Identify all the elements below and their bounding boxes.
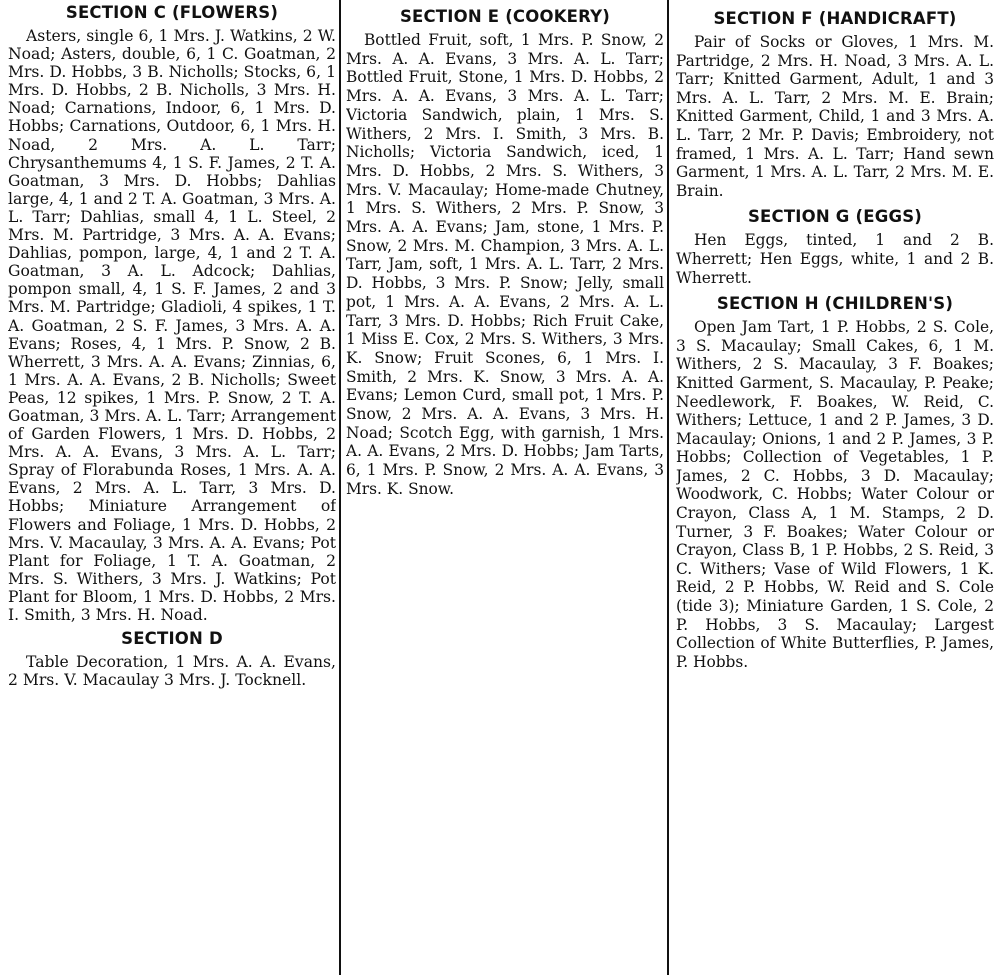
column-divider-2 [667, 0, 669, 975]
section-d-heading: SECTION D [121, 629, 223, 649]
section-g-results: Hen Eggs, tinted, 1 and 2 B. Wherrett; Hen Eggs, white, 1 and 2 B. Wherrett. [676, 231, 994, 287]
section-e-results: Bottled Fruit, soft, 1 Mrs. P. Snow, 2 Mrs. A. A. Evans, 3 Mrs. A. L. Tarr; Bottled Fruit, Stone, 1 Mrs. D. Hobbs, 2 Mrs. A. A. Evans, 3 Mrs. A. L. Tarr; Victoria Sandwich, plain, 1 Mrs. S. Withers, 2 Mrs. I. Smith, 3 Mrs. B. Nicholls; Victoria Sandwich, iced, 1 Mrs. D. Hobbs, 2 Mrs. S. Withers, 3 Mrs. V. Macaulay; Home-made Chutney, 1 Mrs. S. Withers, 2 Mrs. P. Snow, 3 Mrs. A. A. Evans; Jam, stone, 1 Mrs. P. Snow, 2 Mrs. M. Champion, 3 Mrs. A. L. Tarr, Jam, soft, 1 Mrs. A. L. Tarr, 2 Mrs. D. Hobbs, 3 Mrs. P. Snow; Jelly, small pot, 1 Mrs. A. A. Evans, 2 Mrs. A. L. Tarr, 3 Mrs. D. Hobbs; Rich Fruit Cake, 1 Miss E. Cox, 2 Mrs. S. Withers, 3 Mrs. K. Snow; Fruit Scones, 6, 1 Mrs. I. Smith, 2 Mrs. K. Snow, 3 Mrs. A. A. Evans; Lemon Curd, small pot, 1 Mrs. P. Snow, 2 Mrs. A. A. Evans, 3 Mrs. H. Noad; Scotch Egg, with garnish, 1 Mrs. A. A. Evans, 2 Mrs. D. Hobbs; Jam Tarts, 6, 1 Mrs. P. Snow, 2 Mrs. A. A. Evans, 3 Mrs. K. Snow. [346, 31, 664, 498]
section-d-results: Table Decoration, 1 Mrs. A. A. Evans, 2 Mrs. V. Macaulay 3 Mrs. J. Tocknell. [8, 653, 336, 690]
section-h-heading: SECTION H (CHILDREN'S) [716, 294, 954, 314]
section-h-results: Open Jam Tart, 1 P. Hobbs, 2 S. Cole, 3 S. Macaulay; Small Cakes, 6, 1 M. Withers, 2 S. Macaulay, 3 F. Boakes; Knitted Garment, S. Macaulay, P. Peake; Needlework, F. Boakes, W. Reid, C. Withers; Lettuce, 1 and 2 P. James, 3 D. Macaulay; Onions, 1 and 2 P. James, 3 P. Hobbs; Collection of Vegetables, 1 P. James, 2 C. Hobbs, 3 D. Macaulay; Woodwork, C. Hobbs; Water Colour or Crayon, Class A, 1 M. Stamps, 2 D. Turner, 3 F. Boakes; Water Colour or Crayon, Class B, 1 P. Hobbs, 2 S. Reid, 3 C. Withers; Vase of Wild Flowers, 1 K. Reid, 2 P. Hobbs, W. Reid and S. Cole (tide 3); Miniature Garden, 1 S. Cole, 2 P. Hobbs, 3 S. Macaulay; Largest Collection of White Butterflies, P. James, P. Hobbs. [676, 318, 994, 671]
section-g-heading: SECTION G (EGGS) [747, 207, 923, 227]
column-3 [676, 8, 994, 671]
section-c-results: Asters, single 6, 1 Mrs. J. Watkins, 2 W. Noad; Asters, double, 6, 1 C. Goatman, 2 Mrs. D. Hobbs, 3 B. Nicholls; Stocks, 6, 1 Mrs. D. Hobbs, 2 B. Nicholls, 3 Mrs. H. Noad; Carnations, Indoor, 6, 1 Mrs. D. Hobbs; Carnations, Outdoor, 6, 1 Mrs. H. Noad, 2 Mrs. A. L. Tarr; Chrysanthemums 4, 1 S. F. James, 2 T. A. Goatman, 3 Mrs. D. Hobbs; Dahlias large, 4, 1 and 2 T. A. Goatman, 3 Mrs. A. L. Tarr; Dahlias, small 4, 1 L. Steel, 2 Mrs. M. Partridge, 3 Mrs. A. A. Evans; Dahlias, pompon, large, 4, 1 and 2 T. A. Goatman, 3 A. L. Adcock; Dahlias, pompon small, 4, 1 S. F. James, 2 and 3 Mrs. M. Partridge; Gladioli, 4 spikes, 1 T. A. Goatman, 2 S. F. James, 3 Mrs. A. A. Evans; Roses, 4, 1 Mrs. P. Snow, 2 B. Wherrett, 3 Mrs. A. A. Evans; Zinnias, 6, 1 Mrs. A. A. Evans, 2 B. Nicholls; Sweet Peas, 12 spikes, 1 Mrs. P. Snow, 2 T. A. Goatman, 3 Mrs. A. L. Tarr; Arrangement of Garden Flowers, 1 Mrs. D. Hobbs, 2 Mrs. A. A. Evans, 3 Mrs. A. L. Tarr; Spray of Florabunda Roses, 1 Mrs. A. A. Evans, 2 Mrs. A. L. Tarr, 3 Mrs. D. Hobbs; Miniature Arrangement of Flowers and Foliage, 1 Mrs. D. Hobbs, 2 Mrs. V. Macaulay, 3 Mrs. A. A. Evans; Pot Plant for Foliage, 1 T. A. Goatman, 2 Mrs. S. Withers, 3 Mrs. J. Watkins; Pot Plant for Bloom, 1 Mrs. D. Hobbs, 2 Mrs. I. Smith, 3 Mrs. H. Noad. [8, 27, 336, 624]
column-2 [346, 6, 664, 499]
section-e-heading: SECTION E (COOKERY) [399, 7, 611, 26]
column-1 [8, 2, 336, 689]
column-divider-1 [339, 0, 341, 975]
section-c-heading: SECTION C (FLOWERS) [65, 3, 279, 22]
section-f-results: Pair of Socks or Gloves, 1 Mrs. M. Partridge, 2 Mrs. H. Noad, 3 Mrs. A. L. Tarr; Knitted Garment, Adult, 1 and 3 Mrs. A. L. Tarr, 2 Mrs. M. E. Brain; Knitted Garment, Child, 1 and 3 Mrs. A. L. Tarr, 2 Mr. P. Davis; Embroidery, not framed, 1 Mrs. A. L. Tarr; Hand sewn Garment, 1 Mrs. A. L. Tarr, 2 Mrs. M. E. Brain. [676, 33, 994, 200]
section-f-heading: SECTION F (HANDICRAFT) [713, 9, 957, 28]
